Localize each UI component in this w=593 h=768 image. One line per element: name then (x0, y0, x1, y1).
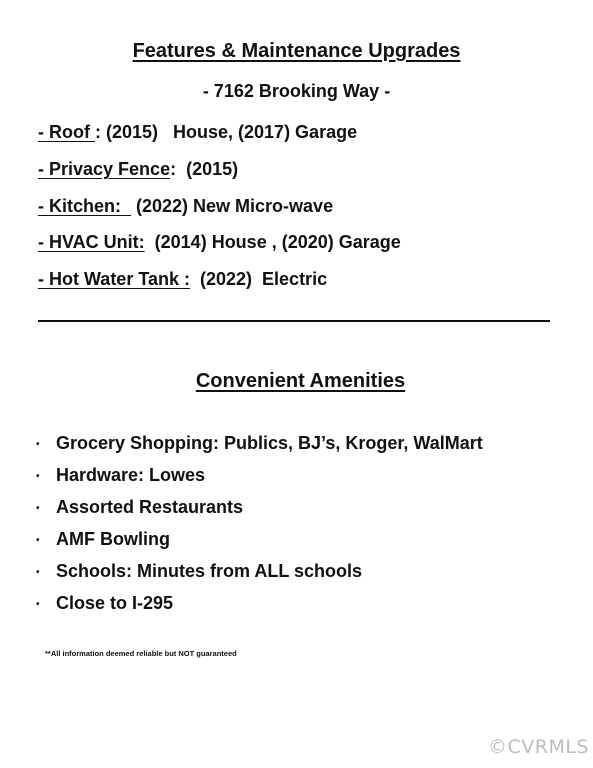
feature-label: - HVAC Unit: (38, 232, 145, 252)
bullet-icon: • (36, 438, 40, 450)
feature-kitchen (38, 196, 333, 217)
amenity-text: Grocery Shopping: Publics, BJ’s, Kroger, WalMart (56, 433, 483, 453)
features-title: Features & Maintenance Upgrades (132, 40, 461, 62)
feature-hot-water-tank (38, 269, 327, 290)
feature-value: (2022) New Micro-wave (131, 196, 334, 216)
feature-label: - Roof (38, 122, 95, 142)
property-address: - 7162 Brooking Way - (202, 81, 391, 101)
cvrmls-watermark: ©CVRMLS (487, 736, 589, 758)
amenity-item-schools (36, 561, 362, 582)
amenity-text: Schools: Minutes from ALL schools (56, 561, 363, 581)
feature-value: (2022) Electric (190, 269, 328, 289)
bullet-icon: • (36, 534, 40, 546)
feature-privacy-fence (38, 159, 238, 180)
amenities-title: Convenient Amenities (195, 370, 406, 392)
feature-value: : (2015) (170, 159, 239, 179)
feature-roof (38, 122, 357, 143)
amenity-item-hardware (36, 465, 205, 486)
feature-value: : (2015) House, (2017) Garage (94, 122, 358, 142)
feature-value: (2014) House , (2020) Garage (144, 232, 401, 252)
feature-label: - Hot Water Tank : (38, 269, 190, 289)
feature-label: - Privacy Fence (38, 159, 171, 179)
amenity-item-grocery (36, 433, 483, 454)
amenity-text: Close to I-295 (56, 593, 174, 613)
feature-label: - Kitchen: (38, 196, 131, 216)
amenity-item-restaurants (36, 497, 243, 518)
amenity-text: AMF Bowling (56, 529, 170, 549)
section-divider (38, 320, 550, 322)
bullet-icon: • (36, 598, 40, 610)
amenity-item-bowling (36, 529, 170, 550)
bullet-icon: • (36, 470, 40, 482)
bullet-icon: • (36, 566, 40, 578)
amenity-item-highway (36, 593, 173, 614)
amenity-text: Hardware: Lowes (56, 465, 206, 485)
feature-hvac-unit (38, 232, 401, 253)
bullet-icon: • (36, 502, 40, 514)
disclaimer-text: **All information deemed reliable but NOT guaranteed (45, 649, 237, 658)
amenity-text: Assorted Restaurants (56, 497, 244, 517)
